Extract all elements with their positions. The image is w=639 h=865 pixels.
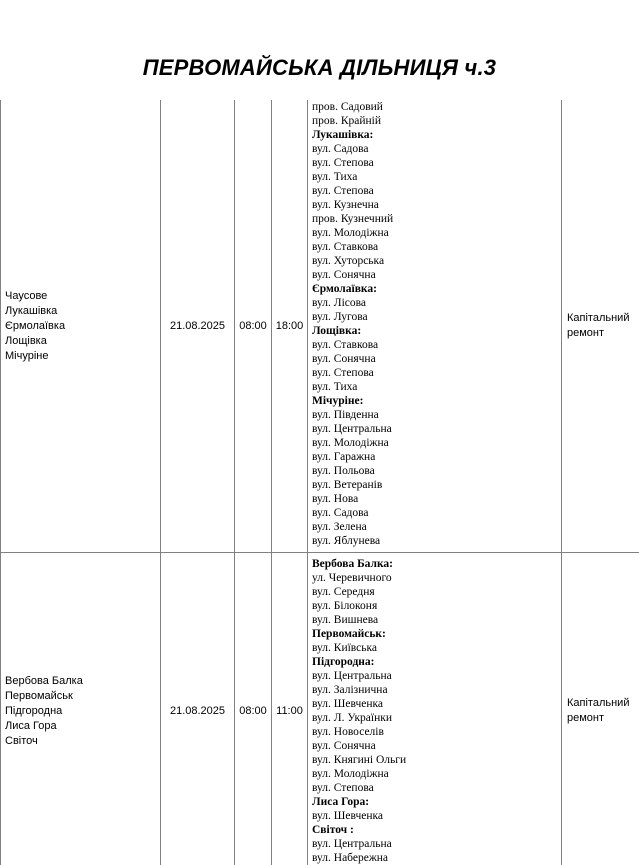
street-item: вул. Південна <box>312 409 379 421</box>
street-item: вул. Лісова <box>312 297 367 309</box>
settlements-list <box>5 289 160 364</box>
street-item: вул. Степова <box>312 185 374 197</box>
list-item: Світоч <box>5 734 38 747</box>
street-item: вул. Яблунева <box>312 535 381 547</box>
table-row <box>1 100 639 553</box>
street-item: вул. Центральна <box>312 670 392 682</box>
list-item: Підгородна <box>5 704 63 717</box>
street-item: вул. Шевченка <box>312 810 384 822</box>
settlements-cell <box>1 553 161 865</box>
list-item: ремонт <box>567 327 605 339</box>
street-item: вул. Вишнева <box>312 614 379 626</box>
settlements-list <box>5 674 160 749</box>
end-time-cell: 11:00 <box>272 553 308 865</box>
streets-cell <box>308 100 562 553</box>
list-item: Капітальний <box>567 697 630 709</box>
list-item: Вербова Балка <box>5 674 83 687</box>
settlement-heading: Мічуріне: <box>312 395 364 407</box>
street-item: вул. Сонячна <box>312 353 376 365</box>
list-item: Лиса Гора <box>5 719 57 732</box>
outage-schedule-table <box>0 100 639 865</box>
settlement-heading: Єрмолаївка: <box>312 283 377 295</box>
street-item: вул. Садова <box>312 507 369 519</box>
street-item: вул. Степова <box>312 367 374 379</box>
street-item: пров. Крайній <box>312 115 382 127</box>
settlement-heading: Лукашівка: <box>312 129 374 141</box>
street-item: вул. Молодіжна <box>312 227 389 239</box>
street-item: вул. Ставкова <box>312 339 379 351</box>
settlements-cell <box>1 100 161 553</box>
street-item: вул. Центральна <box>312 838 392 850</box>
date-cell: 21.08.2025 <box>161 100 235 553</box>
list-item: ремонт <box>567 712 605 724</box>
street-item: вул. Молодіжна <box>312 437 389 449</box>
list-item: Лощівка <box>5 334 47 347</box>
settlement-heading: Підгородна: <box>312 656 375 668</box>
list-item: Чаусове <box>5 289 48 302</box>
street-item: вул. Ветеранів <box>312 479 383 491</box>
date-cell: 21.08.2025 <box>161 553 235 865</box>
street-item: вул. Кузнечна <box>312 199 379 211</box>
street-item: пров. Кузнечний <box>312 213 394 225</box>
street-item: вул. Л. Українки <box>312 712 392 724</box>
street-item: вул. Молодіжна <box>312 768 389 780</box>
street-item: вул. Тиха <box>312 381 358 393</box>
list-item: Єрмолаївка <box>5 319 66 332</box>
streets-cell <box>308 553 562 865</box>
street-item: вул. Центральна <box>312 423 392 435</box>
list-item: Капітальний <box>567 312 630 324</box>
work-type-cell <box>562 100 639 553</box>
street-item: вул. Нова <box>312 493 359 505</box>
streets-list <box>312 557 561 865</box>
streets-list <box>312 100 561 548</box>
street-item: вул. Шевченка <box>312 698 384 710</box>
settlement-heading: Первомайськ: <box>312 628 386 640</box>
settlement-heading: Світоч : <box>312 824 354 836</box>
end-time-cell: 18:00 <box>272 100 308 553</box>
work-type-cell <box>562 553 639 865</box>
work-type <box>567 696 639 726</box>
street-item: вул. Степова <box>312 782 374 794</box>
page-title: ПЕРВОМАЙСЬКА ДІЛЬНИЦЯ ч.3 <box>142 55 497 80</box>
settlement-heading: Вербова Балка: <box>312 558 394 570</box>
street-item: вул. Середня <box>312 586 375 598</box>
street-item: вул. Тиха <box>312 171 358 183</box>
table-row <box>1 553 639 865</box>
list-item: Мічуріне <box>5 349 49 362</box>
list-item: Первомайськ <box>5 689 73 702</box>
list-item: Лукашівка <box>5 304 58 317</box>
street-item: вул. Сонячна <box>312 269 376 281</box>
start-time-cell: 08:00 <box>235 553 272 865</box>
street-item: вул. Лугова <box>312 311 368 323</box>
street-item: вул. Гаражна <box>312 451 376 463</box>
settlement-heading: Лощівка: <box>312 325 362 337</box>
street-item: вул. Новоселів <box>312 726 384 738</box>
street-item: вул. Білоконя <box>312 600 378 612</box>
street-item: вул. Ставкова <box>312 241 379 253</box>
street-item: вул. Набережна <box>312 852 389 864</box>
street-item: пров. Садовий <box>312 101 383 113</box>
street-item: вул. Зелена <box>312 521 367 533</box>
street-item: вул. Залізнична <box>312 684 388 696</box>
street-item: вул. Сонячна <box>312 740 376 752</box>
street-item: вул. Київська <box>312 642 378 654</box>
work-type <box>567 311 639 341</box>
start-time-cell: 08:00 <box>235 100 272 553</box>
street-item: вул. Княгині Ольги <box>312 754 407 766</box>
street-item: вул. Садова <box>312 143 369 155</box>
street-item: вул. Хуторська <box>312 255 385 267</box>
street-item: ул. Черевичного <box>312 572 392 584</box>
street-item: вул. Польова <box>312 465 375 477</box>
settlement-heading: Лиса Гора: <box>312 796 370 808</box>
street-item: вул. Степова <box>312 157 374 169</box>
